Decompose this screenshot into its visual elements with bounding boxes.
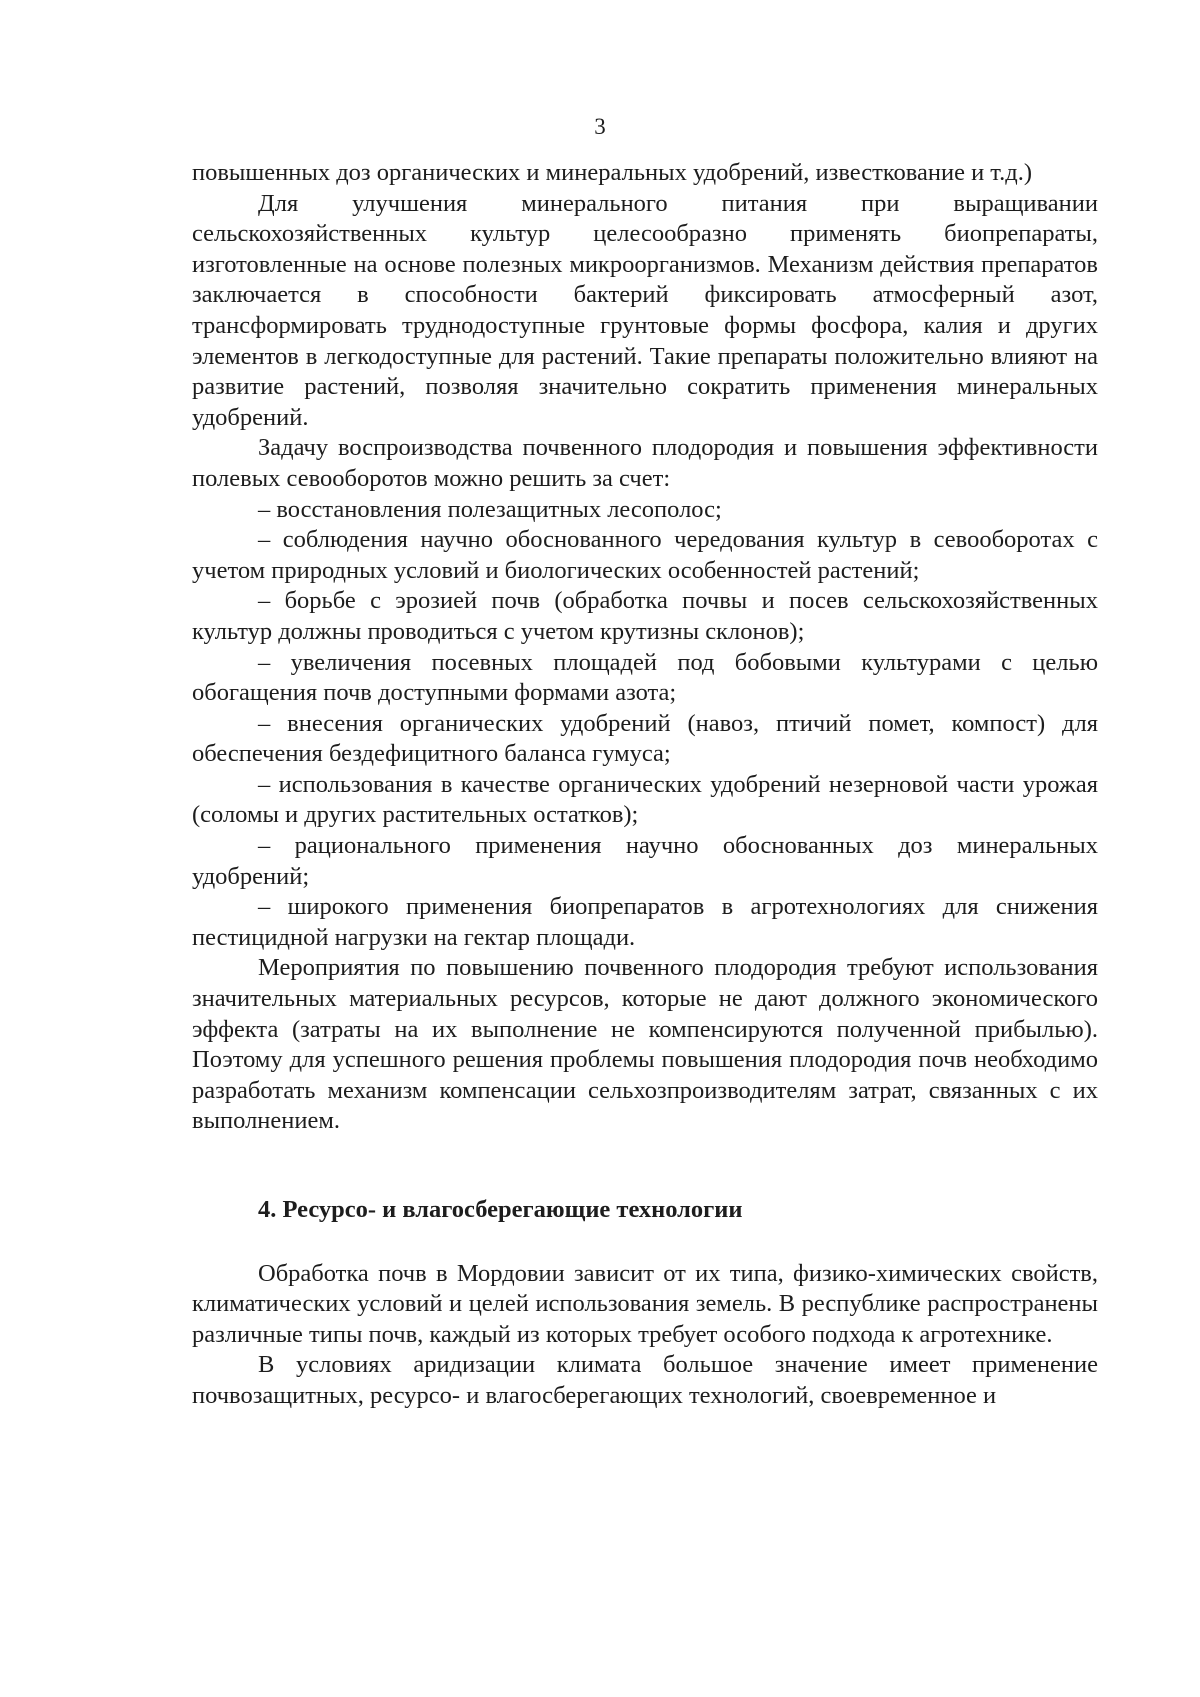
- list-item: – увеличения посевных площадей под бобовыми культурами с целью обогащения почв доступными формами азота;: [192, 648, 1098, 707]
- paragraph-soil-treatment: Обработка почв в Мордовии зависит от их типа, физико-химических свойств, климатических условий и целей использования земель. В республике распространены различные типы почв, каждый из которых требует особого подхода к агротехнике.: [192, 1259, 1098, 1348]
- section-heading: 4. Ресурсо- и влагосберегающие технологии: [258, 1196, 743, 1223]
- list-item: – борьбе с эрозией почв (обработка почвы и посев сельскохозяйственных культур должны проводиться с учетом крутизны склонов);: [192, 587, 1098, 645]
- list-item: – внесения органических удобрений (навоз, птичий помет, компост) для обеспечения бездефицитного баланса гумуса;: [192, 709, 1098, 768]
- paragraph-measures: Мероприятия по повышению почвенного плодородия требуют использования значительных материальных ресурсов, которые не дают должного экономического эффекта (затраты на их выполнение не компенсируются полученной прибылью). Поэтому для успешного решения проблемы повышения плодородия почв необходимо разработать механизм компенсации сельхозпроизводителям затрат, связанных с их выполнением.: [192, 954, 1098, 1135]
- page-number: 3: [594, 114, 606, 139]
- list-item: – рационального применения научно обоснованных доз минеральных удобрений;: [192, 832, 1098, 890]
- paragraph-aridization: В условиях аридизации климата большое значение имеет применение почвозащитных, ресурсо- и влагосберегающих технологий, своевременное и: [192, 1351, 1098, 1409]
- list-item: – восстановления полезащитных лесополос;: [258, 495, 722, 523]
- list-item: – использования в качестве органических удобрений незерновой части урожая (соломы и других растительных остатков);: [192, 770, 1098, 829]
- paragraph-biopreparations: Для улучшения минерального питания при выращивании сельскохозяйственных культур целесообразно применять биопрепараты, изготовленные на основе полезных микроорганизмов. Механизм действия препаратов заключается в способности бактерий фиксировать атмосферный азот, трансформировать труднодоступные грунтовые формы фосфора, калия и других элементов в легкодоступные для растений. Такие препараты положительно влияют на развитие растений, позволяя значительно сократить применения минеральных удобрений.: [192, 189, 1098, 431]
- list-item: – широкого применения биопрепаратов в агротехнологиях для снижения пестицидной нагрузки на гектар площади.: [192, 893, 1098, 951]
- paragraph-task-intro: Задачу воспроизводства почвенного плодородия и повышения эффективности полевых севооборотов можно решить за счет:: [192, 434, 1098, 492]
- list-item: – соблюдения научно обоснованного чередования культур в севооборотах с учетом природных условий и биологических особенностей растений;: [192, 526, 1098, 584]
- paragraph-continuation: повышенных доз органических и минеральных удобрений, известкование и т.д.): [192, 159, 1033, 186]
- document-body: [192, 158, 1098, 1412]
